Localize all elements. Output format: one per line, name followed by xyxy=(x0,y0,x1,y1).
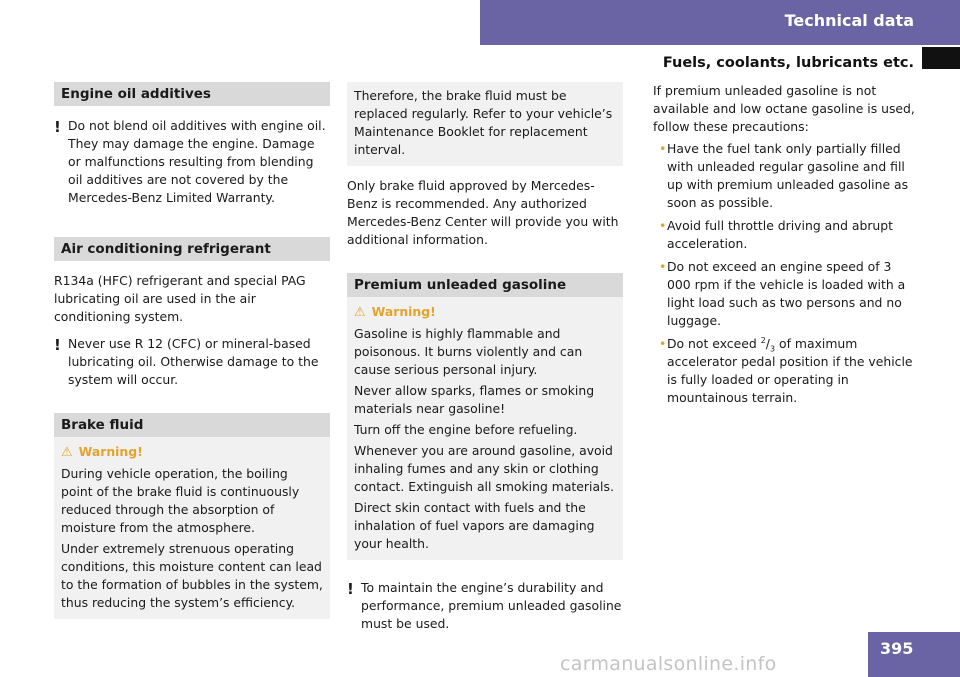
brake-continued-box xyxy=(347,82,623,166)
list-item-text: Do not exceed xyxy=(667,336,757,351)
page-number: 395 xyxy=(880,639,914,658)
gasoline-warning-p3: Turn off the engine before refueling. xyxy=(354,422,578,437)
exclamation-icon: ! xyxy=(347,580,354,598)
thumb-tab xyxy=(922,47,960,69)
exclamation-icon: ! xyxy=(54,336,61,354)
warning-header xyxy=(354,303,616,322)
exclamation-icon: ! xyxy=(54,118,61,136)
bullet-dot-icon: • xyxy=(659,259,667,274)
list-item xyxy=(653,217,918,253)
fraction-numerator: 2 xyxy=(760,335,766,345)
gasoline-note-text: To maintain the engine’s durability and performance, premium unleaded gasoline must be used. xyxy=(361,580,622,631)
warning-label: Warning! xyxy=(371,304,436,319)
gasoline-warning-p4: Whenever you are around gasoline, avoid inhaling fumes and any skin or clothing contact. Extinguish all smoking materials. xyxy=(354,443,614,494)
gasoline-note xyxy=(347,579,623,633)
list-item xyxy=(653,258,918,330)
engine-oil-note xyxy=(54,117,330,207)
column-2 xyxy=(347,82,623,633)
brake-heading: Brake fluid xyxy=(54,413,330,437)
section-title: Technical data xyxy=(784,11,914,30)
bullet-dot-icon: • xyxy=(659,141,667,156)
header-band xyxy=(480,0,960,45)
ac-note xyxy=(54,335,330,389)
warning-header xyxy=(61,443,323,462)
gasoline-warning-p1: Gasoline is highly flammable and poisonous. It burns violently and can cause serious personal injury. xyxy=(354,326,583,377)
list-item: • Do not exceed $^2/_3$ of maximum accelerator pedal position if the vehicle is fully loaded or operating in mountainous terrain. xyxy=(659,335,913,405)
gasoline-warning-box xyxy=(347,297,623,560)
column-1 xyxy=(54,82,330,619)
fraction-denominator: 3 xyxy=(769,344,776,354)
gasoline-warning-p2: Never allow sparks, flames or smoking materials near gasoline! xyxy=(354,383,595,416)
precautions-list xyxy=(653,140,918,407)
gasoline-heading: Premium unleaded gasoline xyxy=(347,273,623,297)
list-item xyxy=(653,140,918,212)
page-subtitle: Fuels, coolants, lubricants etc. xyxy=(662,55,914,71)
bullet-dot-icon: • xyxy=(659,336,667,351)
gasoline-warning-p5: Direct skin contact with fuels and the inhalation of fuel vapors are damaging your health. xyxy=(354,500,595,551)
precautions-intro: If premium unleaded gasoline is not available and low octane gasoline is used, follow these precautions: xyxy=(653,83,915,134)
warning-label: Warning! xyxy=(78,444,143,459)
list-item-text: Avoid full throttle driving and abrupt acceleration. xyxy=(667,218,893,251)
ac-body: R134a (HFC) refrigerant and special PAG lubricating oil are used in the air conditioning system. xyxy=(54,273,306,324)
bullet-dot-icon: • xyxy=(659,218,667,233)
ac-note-text: Never use R 12 (CFC) or mineral-based lubricating oil. Otherwise damage to the system will occur. xyxy=(68,336,319,387)
column-3 xyxy=(653,82,918,412)
list-item-text: of maximum accelerator pedal position if the vehicle is fully loaded or operating in mountainous terrain. xyxy=(667,336,913,405)
list-item-text: Have the fuel tank only partially filled with unleaded regular gasoline and fill up with premium unleaded gasoline as soon as possible. xyxy=(667,141,909,210)
brake-warning-p2: Under extremely strenuous operating conditions, this moisture content can lead to the formation of bubbles in the system, thus reducing the system’s efficiency. xyxy=(61,541,323,610)
brake-continued-text: Therefore, the brake fluid must be replaced regularly. Refer to your vehicle’s Maintenance Booklet for replacement interval. xyxy=(354,88,613,157)
list-item-text: Do not exceed an engine speed of 3 000 rpm if the vehicle is loaded with a light load such as two persons and no luggage. xyxy=(667,259,906,328)
brake-warning-box xyxy=(54,437,330,619)
ac-heading: Air conditioning refrigerant xyxy=(54,237,330,261)
brake-warning-p1: During vehicle operation, the boiling point of the brake fluid is continuously reduced through the absorption of moisture from the atmosphere. xyxy=(61,466,300,535)
brake-body: Only brake fluid approved by Mercedes-Benz is recommended. Any authorized Mercedes-Benz Center will provide you with additional information. xyxy=(347,178,619,247)
engine-oil-note-text: Do not blend oil additives with engine oil. They may damage the engine. Damage or malfunctions resulting from blending oil additives are not covered by the Mercedes-Benz Limited Warranty. xyxy=(68,118,326,205)
watermark: carmanualsonline.info xyxy=(560,653,777,675)
warning-triangle-icon: ⚠ xyxy=(354,305,366,320)
engine-oil-heading: Engine oil additives xyxy=(54,82,330,106)
warning-triangle-icon: ⚠ xyxy=(61,445,73,460)
